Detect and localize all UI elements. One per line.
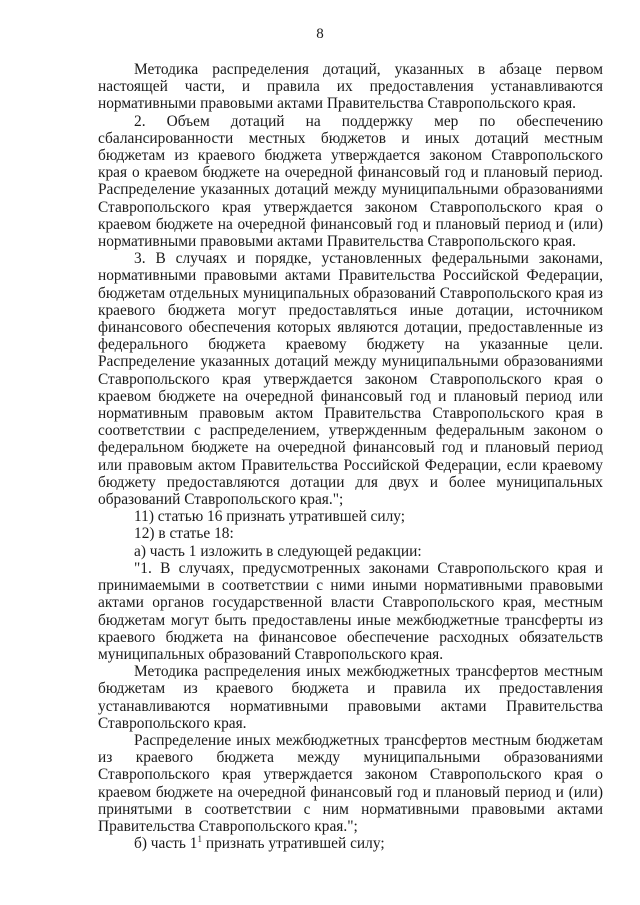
page-number: 8 xyxy=(316,26,324,42)
subitem-b-after: признать утратившей силу; xyxy=(202,835,385,853)
paragraph-methodology-transfers: Методика распределения иных межбюджетных трансфертов местным бюджетам из краевого бюджета и правила их предоставления устанавливаются нормативными правовыми актами Правительства Ставропольского края. xyxy=(98,663,603,732)
paragraph-distribution-transfers: Распределение иных межбюджетных трансфертов местным бюджетам из краевого бюджета между муниципальными образованиями Ставропольского края утверждается законом Ставропольского края о краевом бюджете на очередной финансовый год и плановый период и (или) принятыми в соответствии с ним нормативными правовыми актами Правительства Ставропольского края."; xyxy=(98,731,603,835)
paragraph-item-2: 2. Объем дотаций на поддержку мер по обеспечению сбалансированности местных бюджетов и иных дотаций местным бюджетам из краевого бюджета утверждается законом Ставропольского края о краевом бюджете на очередной финансовый год и плановый период. Распределение указанных дотаций между муниципальными образованиями Ставропольского края утверждается законом Ставропольского края о краевом бюджете на очередной финансовый год и плановый период и (или) нормативными правовыми актами Правительства Ставропольского края. xyxy=(98,112,603,251)
document-body xyxy=(98,61,603,852)
paragraph-item-3: 3. В случаях и порядке, установленных федеральными законами, нормативными правовыми актами Правительства Российской Федерации, бюджетам отдельных муниципальных образований Ставропольского края из краевого бюджета могут предоставляться иные дотации, источником финансового обеспечения которых являются дотации, предоставленные из федерального бюджета краевому бюджету на указанные цели. Распределение указанных дотаций между муниципальными образованиями Ставропольского края утверждается законом Ставропольского края о краевом бюджете на очередной финансовый год и плановый период или нормативным правовым актом Правительства Ставропольского края в соответствии с распределением, утвержденным федеральным законом о федеральном бюджете на очередной финансовый год и плановый период или правовым актом Правительства Российской Федерации, если краевому бюджету предоставляются дотации для двух и более муниципальных образований Ставропольского края."; xyxy=(98,250,603,509)
paragraph-item-11: 11) статью 16 признать утратившей силу; xyxy=(134,508,406,526)
paragraph-methodology-dotations: Методика распределения дотаций, указанных в абзаце первом настоящей части, и правила их предоставления устанавливаются нормативными правовыми актами Правительства Ставропольского края. xyxy=(98,61,603,113)
subitem-b-before: б) часть 1 xyxy=(134,835,198,853)
paragraph-subitem-a: а) часть 1 изложить в следующей редакции: xyxy=(134,542,422,560)
subitem-b-superscript: 1 xyxy=(197,834,202,845)
paragraph-new-part-1: "1. В случаях, предусмотренных законами Ставропольского края и принимаемыми в соответствии с ними иными нормативными правовыми актами органов государственной власти Ставропольского края, местным бюджетам могут быть предоставлены иные межбюджетные трансферты из краевого бюджета на финансовое обеспечение расходных обязательств муниципальных образований Ставропольского края. xyxy=(98,559,603,663)
paragraph-subitem-b xyxy=(98,835,603,852)
paragraph-item-12: 12) в статье 18: xyxy=(134,525,234,543)
